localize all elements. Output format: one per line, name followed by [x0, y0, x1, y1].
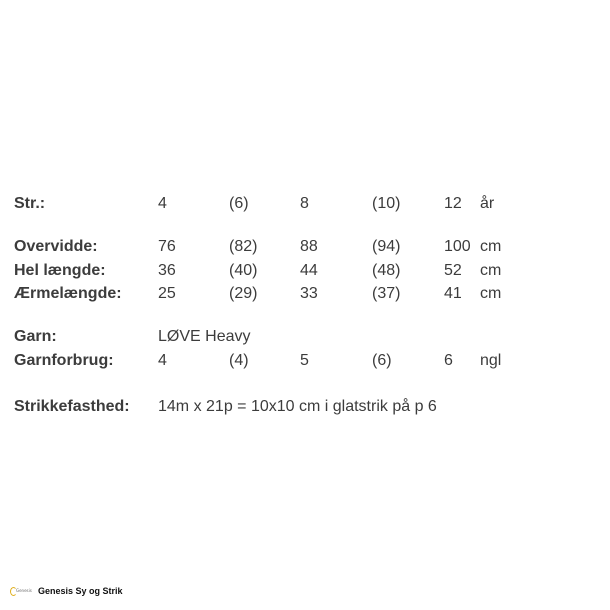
chest-width-value-2: (82) [229, 238, 258, 255]
logo-text: Genesis [16, 588, 32, 593]
sleeve-length-label: Ærmelængde: [14, 285, 122, 302]
yarn-amount-unit: ngl [480, 352, 502, 369]
total-length-value-5: 52 [444, 262, 462, 279]
chest-width-row [0, 236, 610, 258]
yarn-amount-value-4: (6) [372, 352, 392, 369]
size-row [0, 193, 610, 215]
sleeve-length-value-1: 25 [158, 285, 176, 302]
sleeve-length-value-4: (37) [372, 285, 401, 302]
sleeve-length-value-3: 33 [300, 285, 318, 302]
chest-width-unit: cm [480, 238, 502, 255]
chest-width-value-5: 100 [444, 238, 471, 255]
yarn-value: LØVE Heavy [158, 328, 251, 345]
chest-width-value-1: 76 [158, 238, 176, 255]
total-length-value-1: 36 [158, 262, 176, 279]
total-length-label: Hel længde: [14, 262, 106, 279]
total-length-unit: cm [480, 262, 502, 279]
sleeve-length-value-5: 41 [444, 285, 462, 302]
sleeve-length-value-2: (29) [229, 285, 258, 302]
chest-width-value-3: 88 [300, 238, 318, 255]
genesis-logo [10, 586, 32, 596]
yarn-amount-value-3: 5 [300, 352, 309, 369]
chest-width-label: Overvidde: [14, 238, 98, 255]
yarn-label: Garn: [14, 328, 57, 345]
yarn-amount-label: Garnforbrug: [14, 352, 114, 369]
size-value-3: 8 [300, 195, 309, 212]
total-length-value-2: (40) [229, 262, 258, 279]
yarn-amount-value-5: 6 [444, 352, 453, 369]
total-length-value-3: 44 [300, 262, 318, 279]
yarn-amount-value-2: (4) [229, 352, 249, 369]
yarn-row [0, 326, 610, 348]
gauge-row [0, 396, 610, 418]
yarn-amount-value-1: 4 [158, 352, 167, 369]
total-length-value-4: (48) [372, 262, 401, 279]
size-value-1: 4 [158, 195, 167, 212]
gauge-label: Strikkefasthed: [14, 398, 130, 415]
size-unit: år [480, 195, 495, 212]
size-value-4: (10) [372, 195, 401, 212]
sleeve-length-unit: cm [480, 285, 502, 302]
gauge-value: 14m x 21p = 10x10 cm i glatstrik på p 6 [158, 398, 437, 415]
size-value-5: 12 [444, 195, 462, 212]
total-length-row [0, 260, 610, 282]
chest-width-value-4: (94) [372, 238, 401, 255]
sleeve-length-row [0, 283, 610, 305]
shop-name: Genesis Sy og Strik [38, 586, 123, 596]
size-label: Str.: [14, 195, 46, 212]
size-value-2: (6) [229, 195, 249, 212]
yarn-amount-row [0, 350, 610, 372]
footer [10, 584, 123, 598]
